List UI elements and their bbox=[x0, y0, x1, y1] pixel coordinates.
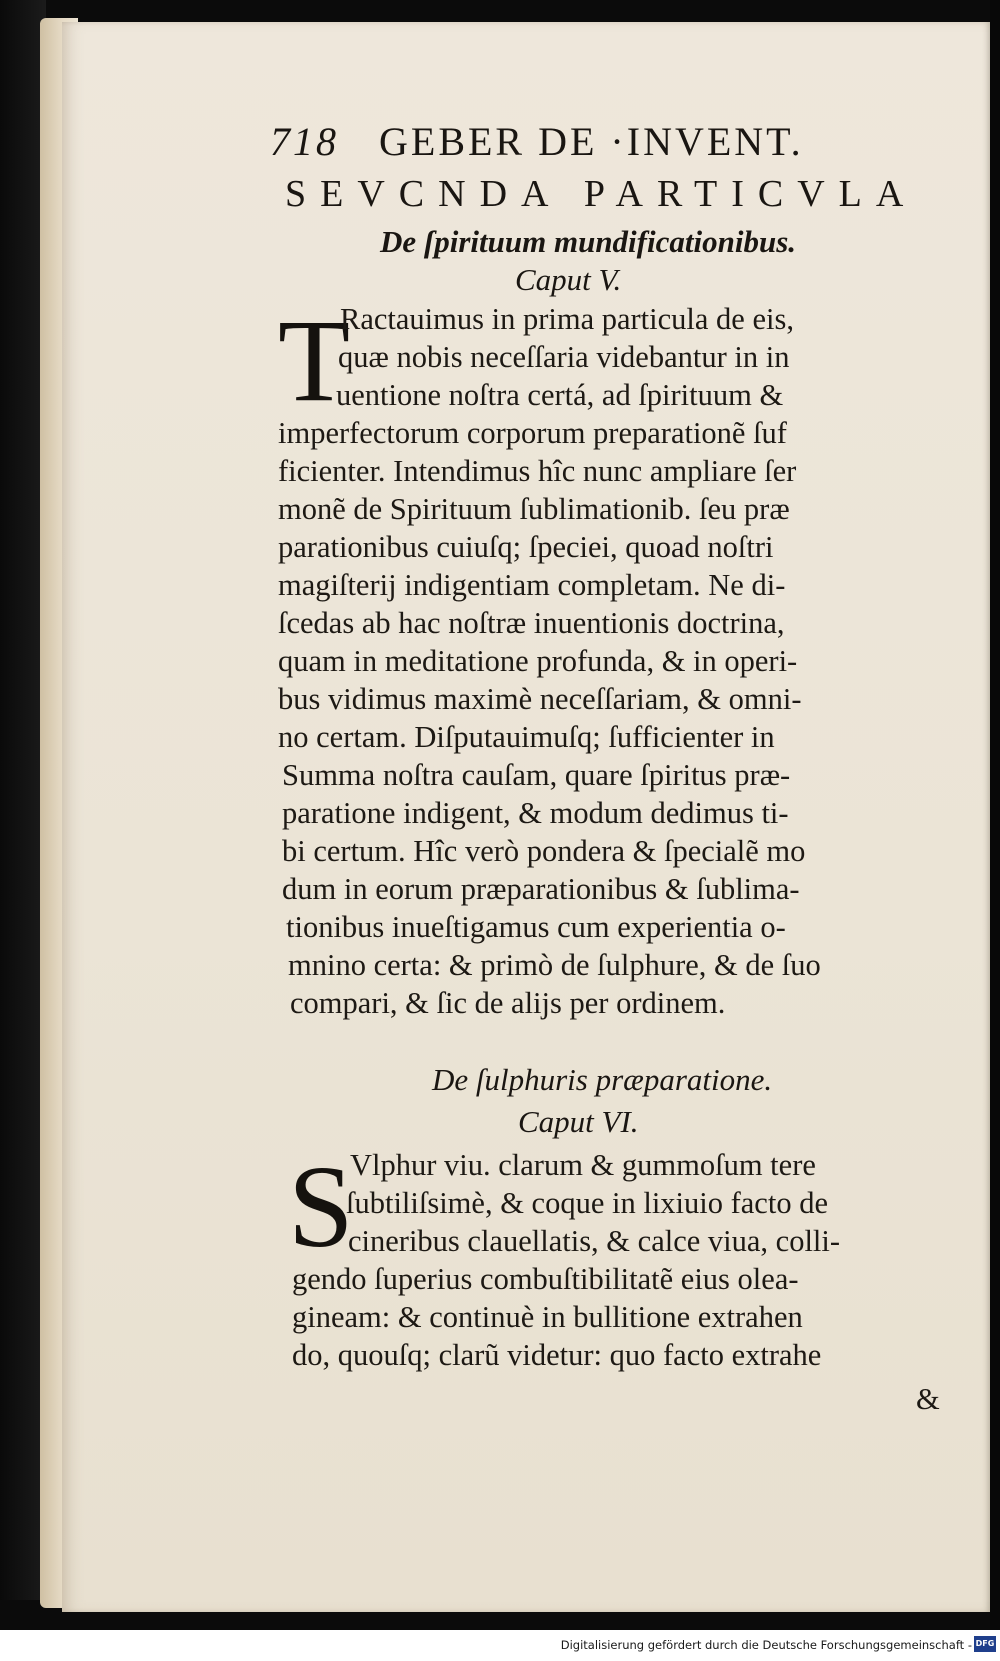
text-line: paratione indigent, & modum dedimus ti- bbox=[282, 796, 789, 830]
text-line: magiſterij indigentiam completam. Ne di- bbox=[278, 568, 786, 602]
section-subtitle-2: De ſulphuris præparatione. bbox=[432, 1062, 773, 1097]
scan-background-right bbox=[990, 0, 1000, 1630]
text-line: parationibus cuiuſq; ſpeciei, quoad noſtri bbox=[278, 530, 774, 564]
text-line: uentione noſtra certá, ad ſpirituum & bbox=[336, 378, 784, 412]
dfg-logo: DFG bbox=[974, 1636, 996, 1652]
chapter-heading: Caput V. bbox=[515, 262, 622, 297]
drop-cap-initial: T bbox=[278, 295, 351, 426]
text-line: do, quouſq; clarũ videtur: quo facto extrahe bbox=[292, 1338, 822, 1372]
text-line: compari, & ſic de alijs per ordinem. bbox=[290, 986, 726, 1020]
text-line: no certam. Diſputauimuſq; ſufficienter in bbox=[278, 720, 775, 754]
chapter-heading-2: Caput VI. bbox=[518, 1104, 639, 1139]
text-line: gendo ſuperius combuſtibilitatẽ eius olea- bbox=[292, 1262, 799, 1296]
text-line: ſubtiliſsimè, & coque in lixiuio facto de bbox=[346, 1186, 828, 1220]
text-line: ficienter. Intendimus hîc nunc ampliare ſer bbox=[278, 454, 797, 488]
text-line: dum in eorum præparationibus & ſublima- bbox=[282, 872, 800, 906]
text-line: imperfectorum corporum preparationẽ ſuf bbox=[278, 416, 787, 450]
text-line: cineribus clauellatis, & calce viua, colli- bbox=[348, 1224, 841, 1258]
page-number: 718 bbox=[270, 119, 339, 164]
section-subtitle: De ſpirituum mundificationibus. bbox=[380, 224, 797, 259]
section-title: SEVCNDA PARTICVLA bbox=[285, 173, 918, 215]
text-line: Vlphur viu. clarum & gummoſum tere bbox=[350, 1148, 816, 1182]
text-line: mnino certa: & primò de ſulphure, & de ſuo bbox=[288, 948, 821, 982]
text-line: tionibus inueſtigamus cum experientia o- bbox=[286, 910, 786, 944]
digitization-footer bbox=[0, 1630, 1000, 1661]
text-line: bi certum. Hîc verò pondera & ſpecialẽ mo bbox=[282, 834, 806, 868]
text-line: monẽ de Spirituum ſublimationib. ſeu præ bbox=[278, 492, 790, 526]
text-line: quam in meditatione profunda, & in operi- bbox=[278, 644, 798, 678]
running-title: GEBER DE ·INVENT. bbox=[379, 119, 804, 164]
text-line: quæ nobis neceſſaria videbantur in in bbox=[338, 340, 790, 374]
text-line: Summa noſtra cauſam, quare ſpiritus præ- bbox=[282, 758, 791, 792]
drop-cap-initial-2: S bbox=[288, 1141, 354, 1272]
footer-credit: Digitalisierung gefördert durch die Deutsche Forschungsgemeinschaft - bbox=[560, 1638, 972, 1652]
running-header bbox=[270, 118, 910, 170]
catchword: & bbox=[916, 1382, 940, 1416]
text-line: Ractauimus in prima particula de eis, bbox=[340, 302, 794, 336]
text-line: gineam: & continuè in bullitione extrahen bbox=[292, 1300, 803, 1334]
text-line: ſcedas ab hac noſtræ inuentionis doctrina, bbox=[278, 606, 785, 640]
text-line: bus vidimus maximè neceſſariam, & omni- bbox=[278, 682, 802, 716]
